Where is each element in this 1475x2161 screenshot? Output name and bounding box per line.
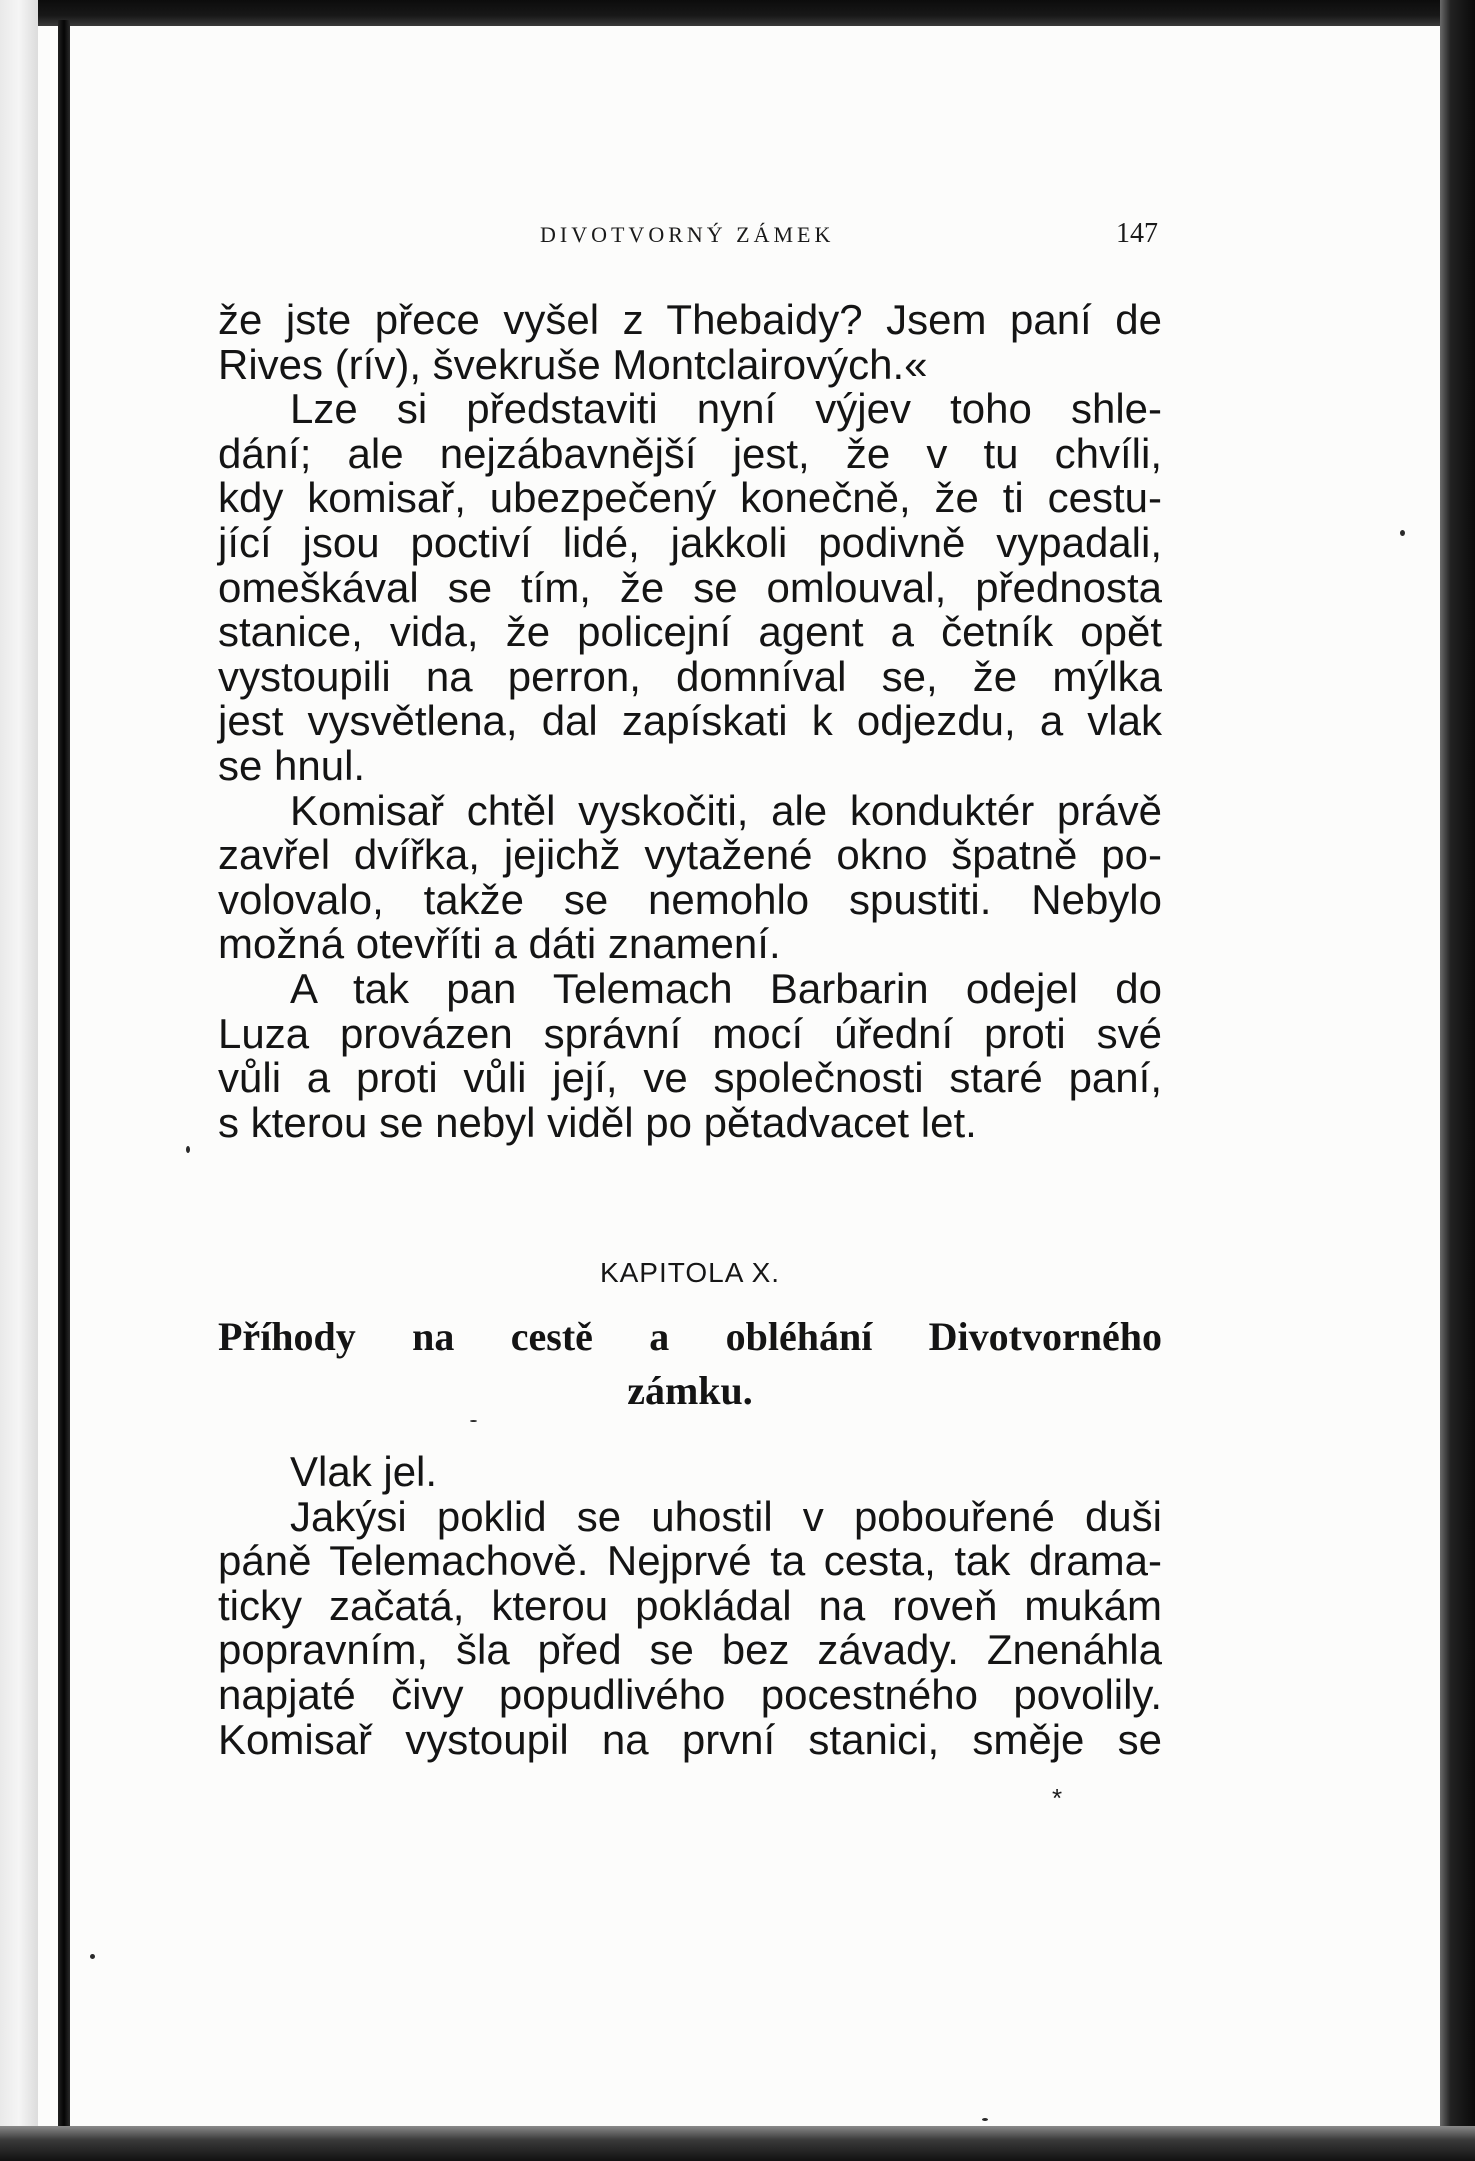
binding-gutter [58,20,70,2161]
text-line: napjaté čivy popudlivého pocestného povolily. [218,1670,1162,1718]
text-line: kdy komisař, ubezpečený konečně, že ti cestu- [218,474,1162,522]
paragraph-block-2 [218,1450,1162,1762]
text-line: Lze si představiti nyní výjev toho shle- [290,385,1162,433]
text-line: že jste přece vyšel z Thebaidy? Jsem paní de [218,296,1162,343]
text-line: dání; ale nejzábavnější jest, že v tu chvíli, [218,429,1162,477]
page-number: 147 [1116,218,1158,249]
text-line: možná otevříti a dáti znamení. [218,920,781,968]
scan-border-bottom [0,2126,1475,2161]
text-line: vůli a proti vůli její, ve společnosti staré paní, [218,1054,1162,1102]
signature-mark: * [1052,1783,1063,1813]
text-line: zavřel dvířka, jejichž vytažené okno špatně po- [218,831,1162,879]
text-line: vystoupili na perron, domníval se, že mýlka [218,652,1162,700]
text-line: jest vysvětlena, dal zapískati k odjezdu, a vlak [218,697,1162,745]
text-line: Luza provázen správní mocí úřední proti své [218,1009,1162,1057]
text-line: jící jsou poctiví lidé, jakkoli podivně vypadali, [218,518,1162,566]
chapter-title-line: Příhody na cestě a obléhání Divotvorného [218,1314,1162,1359]
scan-speck [470,1420,477,1422]
text-line: popravním, šla před se bez závady. Znenáhla [218,1626,1162,1674]
text-line: Komisař vystoupil na první stanici, směje se [218,1715,1162,1763]
paragraph-block-1 [218,298,1162,1145]
text-line: Jakýsi poklid se uhostil v pobouřené duši [290,1492,1162,1540]
text-line: ticky začatá, kterou pokládal na roveň mukám [218,1581,1162,1629]
scan-border-right [1440,0,1475,2161]
running-head [220,218,1158,258]
text-line: s kterou se nebyl viděl po pětadvacet let. [218,1098,977,1146]
text-line: volovalo, takže se nemohlo spustiti. Nebylo [218,875,1162,923]
text-line: Rives (rív), švekruše Montclairových.« [218,340,928,388]
scan-speck [90,1954,95,1959]
running-title: DIVOTVORNÝ ZÁMEK [540,222,835,247]
chapter-title [218,1310,1162,1418]
text-line: Vlak jel. [290,1448,438,1495]
text-line: páně Telemachově. Nejprvé ta cesta, tak drama- [218,1537,1162,1585]
chapter-label: KAPITOLA X. [599,1257,781,1288]
chapter-title-line: zámku. [627,1368,753,1413]
scan-border-top [0,0,1475,26]
text-line: Komisař chtěl vyskočiti, ale konduktér právě [290,786,1162,834]
text-line: se hnul. [218,741,366,789]
text-line: stanice, vida, že policejní agent a četník opět [218,608,1162,656]
text-line: A tak pan Telemach Barbarin odejel do [290,964,1162,1012]
scan-border-left [0,0,38,2161]
text-line: omeškával se tím, že se omlouval, přednosta [218,563,1162,611]
scan-speck [982,2118,988,2121]
scan-speck [1400,530,1405,536]
scan-speck [186,1146,190,1153]
